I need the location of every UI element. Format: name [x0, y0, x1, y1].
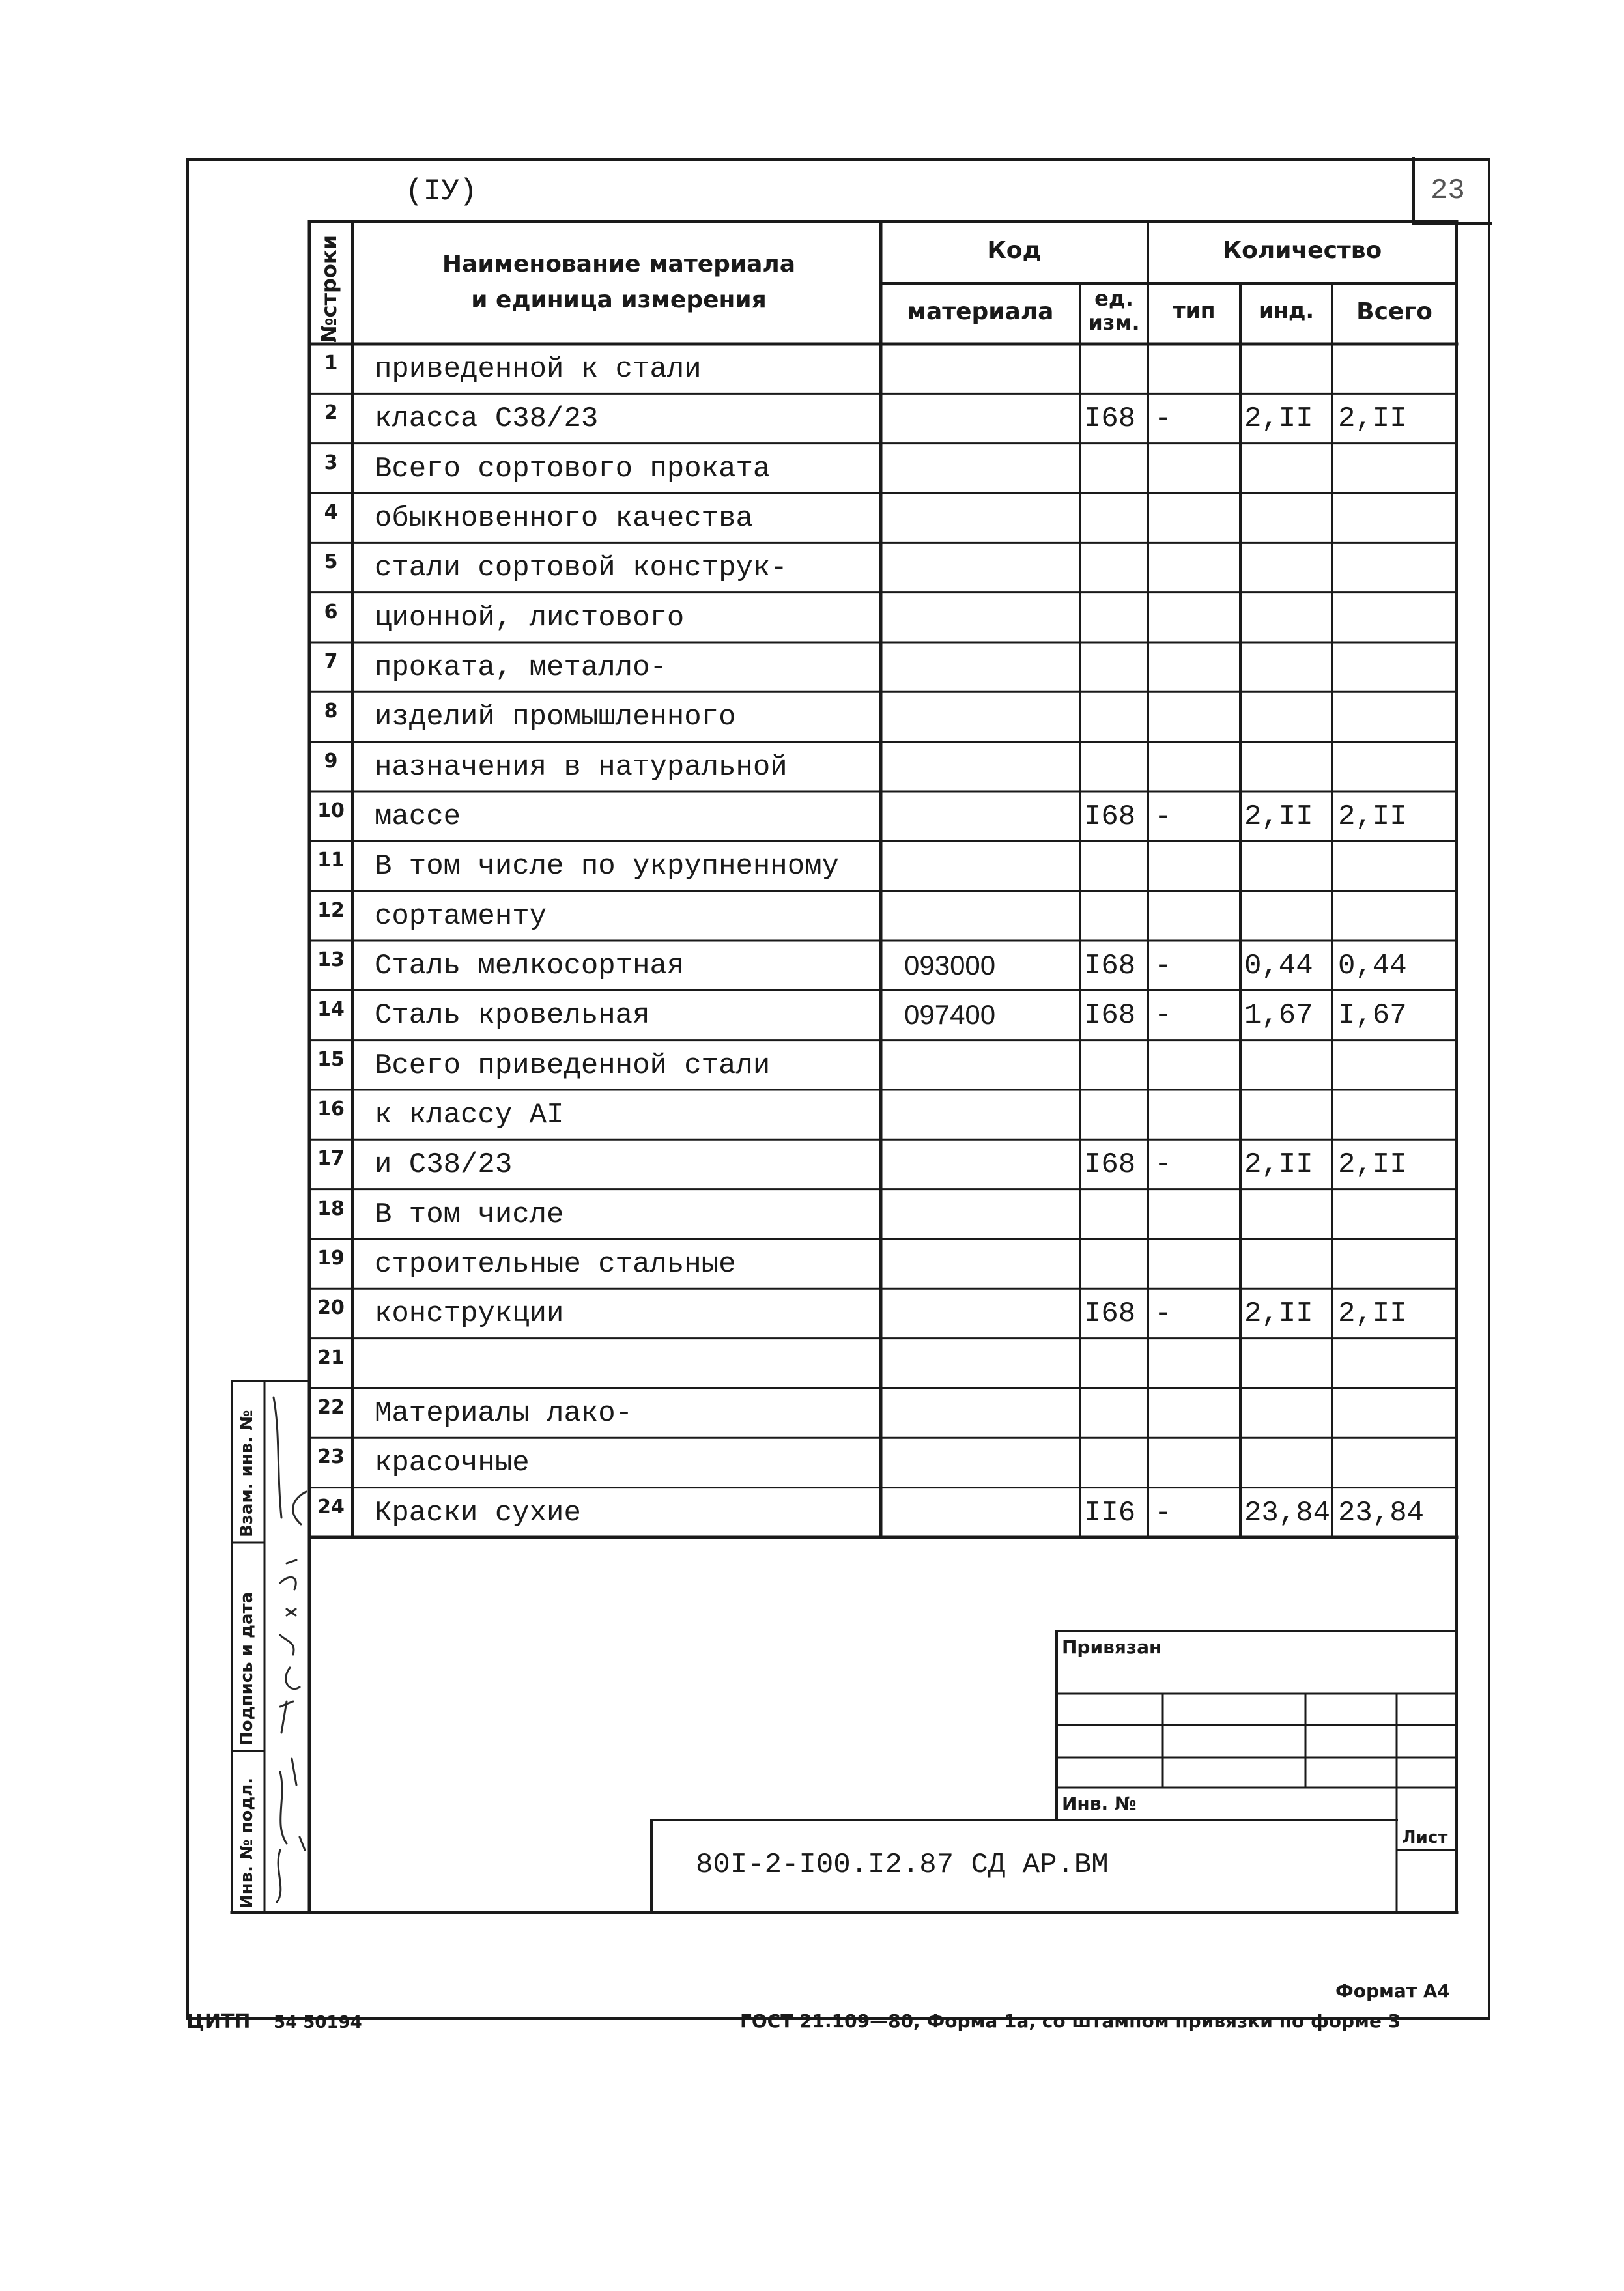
row-number: 9 — [324, 749, 338, 773]
footer-gost: ГОСТ 21.109—80, Форма 1а, со штампом привязки по форме 3 — [740, 2010, 1401, 2032]
row-number: 16 — [317, 1097, 345, 1120]
cell-name: и С38/23 — [375, 1148, 513, 1182]
header-qty-type: тип — [1173, 298, 1216, 323]
cell-name: назначения в натуральной — [375, 750, 788, 784]
side-stamp-inv-podl: Инв. № подл. — [237, 1777, 257, 1909]
cell-type: - — [1154, 403, 1172, 436]
cell-total: 2,II — [1338, 403, 1407, 436]
cell-unit: I68 — [1084, 999, 1136, 1032]
cell-unit: I68 — [1084, 1298, 1136, 1331]
side-stamp-podpis-data: Подпись и дата — [237, 1591, 257, 1746]
row-number: 11 — [317, 849, 345, 872]
cell-total: I,67 — [1338, 999, 1407, 1032]
title-block-inv-no: Инв. № — [1062, 1793, 1137, 1814]
header-qty-ind: инд. — [1258, 298, 1315, 323]
cell-ind: 23,84 — [1244, 1496, 1331, 1530]
cell-name: Всего приведенной стали — [375, 1049, 771, 1082]
cell-name: Сталь мелкосортная — [375, 949, 685, 982]
cell-name: обыкновенного качества — [375, 502, 753, 535]
footer-order: 54 50194 — [274, 2013, 362, 2032]
row-number: 21 — [317, 1346, 345, 1369]
cell-name: к классу AI — [375, 1098, 564, 1131]
row-number: 6 — [324, 600, 338, 623]
cell-type: - — [1154, 800, 1172, 833]
title-block-privyazan: Привязан — [1062, 1636, 1162, 1658]
header-qty-total: Всего — [1356, 298, 1432, 325]
footer-format: Формат А4 — [1335, 1980, 1450, 2002]
cell-ind: 1,67 — [1244, 999, 1313, 1032]
cell-type: - — [1154, 1148, 1172, 1182]
title-block-designation: 80I-2-I00.I2.87 СД АР.ВМ — [696, 1849, 1109, 1881]
cell-code: 097400 — [904, 999, 996, 1031]
cell-total: 2,II — [1338, 1148, 1407, 1182]
cell-unit: I68 — [1084, 403, 1136, 436]
side-stamp-vzam-inv: Взам. инв. № — [237, 1410, 257, 1537]
cell-type: - — [1154, 1298, 1172, 1331]
cell-ind: 0,44 — [1244, 949, 1313, 982]
cell-code: 093000 — [904, 949, 996, 980]
row-number: 5 — [324, 550, 338, 574]
cell-name: массе — [375, 800, 461, 833]
cell-name: проката, металло- — [375, 651, 667, 684]
cell-name: ционной, листового — [375, 601, 685, 634]
cell-type: - — [1154, 999, 1172, 1032]
header-code-material: материала — [907, 298, 1054, 325]
header-quantity: Количество — [1222, 237, 1382, 264]
cell-type: - — [1154, 949, 1172, 982]
header-unit-line2: изм. — [1088, 309, 1140, 335]
cell-unit: I68 — [1084, 949, 1136, 982]
header-unit-line1: ед. — [1094, 286, 1133, 311]
row-number: 14 — [317, 998, 345, 1021]
cell-ind: 2,II — [1244, 1298, 1313, 1331]
cell-name: Материалы лако- — [375, 1397, 633, 1430]
row-number: 10 — [317, 799, 345, 822]
footer-org: ЦИТП — [186, 2010, 251, 2033]
cell-total: 0,44 — [1338, 949, 1407, 982]
cell-name: конструкции — [375, 1298, 564, 1331]
sheet-roman-label: (IУ) — [405, 175, 477, 208]
cell-ind: 2,II — [1244, 800, 1313, 833]
cell-name: В том числе по укрупненному — [375, 850, 839, 883]
row-number: 17 — [317, 1147, 345, 1171]
cell-name: класса С38/23 — [375, 403, 599, 436]
row-number: 4 — [324, 500, 338, 524]
header-code: Код — [987, 237, 1042, 264]
cell-name: красочные — [375, 1447, 530, 1480]
row-number: 24 — [317, 1495, 345, 1518]
cell-ind: 2,II — [1244, 403, 1313, 436]
cell-name: Сталь кровельная — [375, 999, 650, 1032]
row-number: 2 — [324, 401, 338, 425]
cell-name: стали сортовой конструк- — [375, 552, 788, 585]
row-number: 7 — [324, 649, 338, 673]
cell-name: Всего сортового проката — [375, 452, 771, 485]
row-number: 23 — [317, 1445, 345, 1469]
title-block-list: Лист — [1402, 1828, 1448, 1847]
cell-total: 2,II — [1338, 1298, 1407, 1331]
row-number: 22 — [317, 1395, 345, 1419]
row-number: 18 — [317, 1197, 345, 1220]
row-number: 19 — [317, 1246, 345, 1270]
row-number: 20 — [317, 1296, 345, 1320]
row-number: 3 — [324, 451, 338, 474]
cell-ind: 2,II — [1244, 1148, 1313, 1182]
cell-name: приведенной к стали — [375, 353, 702, 386]
cell-name: изделий промышленного — [375, 701, 736, 734]
cell-total: 23,84 — [1338, 1496, 1425, 1530]
cell-name: Краски сухие — [375, 1496, 581, 1530]
cell-total: 2,II — [1338, 800, 1407, 833]
cell-name: сортаменту — [375, 900, 547, 933]
header-name-line2: и единица измерения — [471, 287, 767, 313]
cell-name: строительные стальные — [375, 1247, 736, 1281]
cell-unit: II6 — [1084, 1496, 1136, 1530]
row-number: 13 — [317, 948, 345, 971]
cell-name: В том числе — [375, 1198, 564, 1231]
row-number: 1 — [324, 352, 338, 375]
header-name-line1: Наименование материала — [442, 251, 796, 277]
sheet-number: 23 — [1431, 175, 1465, 207]
header-row-number: №строки — [317, 235, 341, 343]
cell-type: - — [1154, 1496, 1172, 1530]
cell-unit: I68 — [1084, 800, 1136, 833]
row-number: 8 — [324, 700, 338, 723]
cell-unit: I68 — [1084, 1148, 1136, 1182]
row-number: 15 — [317, 1047, 345, 1071]
row-number: 12 — [317, 898, 345, 922]
